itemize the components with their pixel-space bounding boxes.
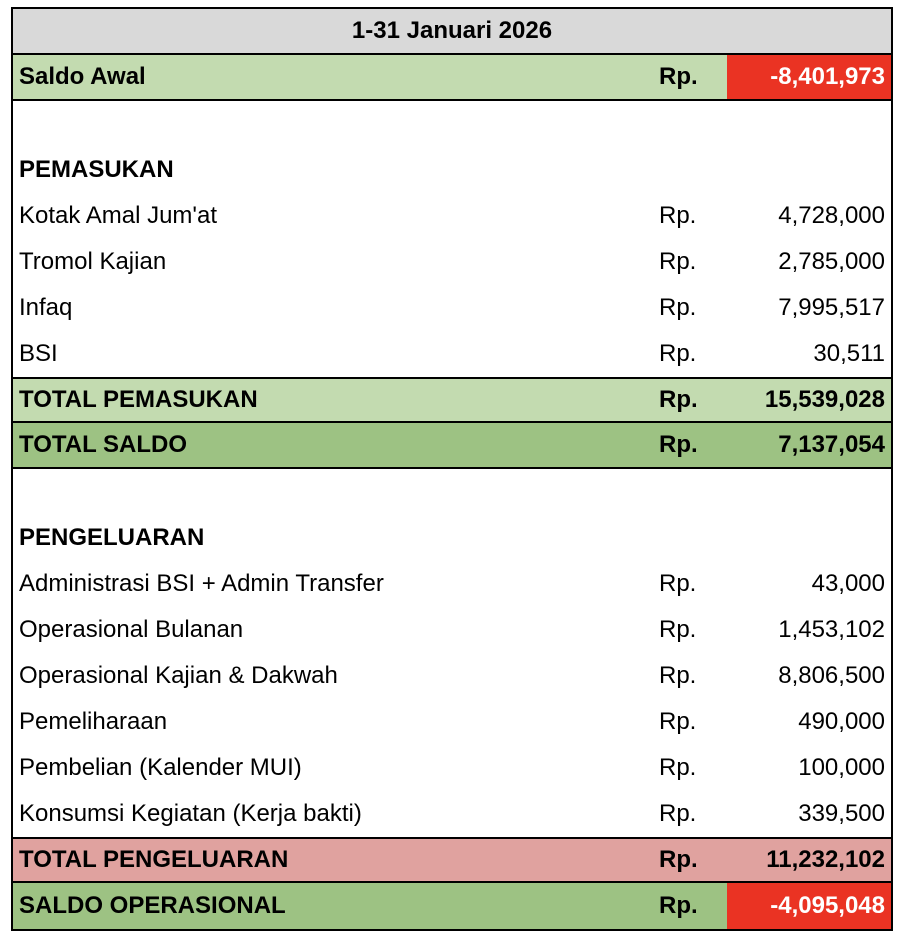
income-item-row — [13, 285, 891, 331]
expense-item-row — [13, 791, 891, 837]
operational-balance-amount: -4,095,048 — [727, 883, 891, 929]
expense-item-label: Administrasi BSI + Admin Transfer — [19, 570, 384, 597]
currency-label: Rp. — [659, 570, 697, 597]
currency-label: Rp. — [659, 202, 697, 229]
expense-heading: PENGELUARAN — [19, 524, 205, 551]
expense-item-label: Operasional Kajian & Dakwah — [19, 662, 338, 689]
total-income-amount: 15,539,028 — [764, 386, 885, 413]
currency-label: Rp. — [659, 431, 698, 458]
opening-balance-label: Saldo Awal — [19, 63, 146, 90]
income-item-row — [13, 193, 891, 239]
expense-item-row — [13, 653, 891, 699]
total-income-row — [13, 377, 891, 423]
expense-item-amount: 43,000 — [811, 570, 885, 597]
financial-report-table — [11, 7, 893, 931]
currency-label: Rp. — [659, 63, 698, 90]
income-item-label: Infaq — [19, 294, 73, 321]
total-expense-row — [13, 837, 891, 883]
currency-label: Rp. — [659, 340, 697, 367]
currency-label: Rp. — [659, 892, 698, 919]
expense-item-label: Konsumsi Kegiatan (Kerja bakti) — [19, 800, 362, 827]
expense-item-label: Pemeliharaan — [19, 708, 168, 735]
total-balance-label: TOTAL SALDO — [19, 431, 187, 458]
currency-label: Rp. — [659, 386, 698, 413]
expense-item-amount: 8,806,500 — [778, 662, 885, 689]
currency-label: Rp. — [659, 846, 698, 873]
expense-item-amount: 490,000 — [798, 708, 885, 735]
operational-balance-label: SALDO OPERASIONAL — [19, 892, 286, 919]
opening-balance-row — [13, 55, 891, 101]
total-expense-label: TOTAL PENGELUARAN — [19, 846, 289, 873]
expense-item-amount: 339,500 — [798, 800, 885, 827]
income-item-amount: 2,785,000 — [778, 248, 885, 275]
expense-item-row — [13, 607, 891, 653]
report-title — [13, 9, 891, 55]
total-income-label: TOTAL PEMASUKAN — [19, 386, 258, 413]
expense-item-row — [13, 699, 891, 745]
income-item-amount: 4,728,000 — [778, 202, 885, 229]
currency-label: Rp. — [659, 616, 697, 643]
currency-label: Rp. — [659, 800, 697, 827]
total-balance-row — [13, 423, 891, 469]
opening-balance-amount: -8,401,973 — [727, 55, 891, 99]
income-item-amount: 30,511 — [813, 340, 885, 367]
total-expense-amount: 11,232,102 — [766, 846, 885, 873]
expense-item-amount: 100,000 — [798, 754, 885, 781]
total-balance-amount: 7,137,054 — [778, 431, 885, 458]
currency-label: Rp. — [659, 294, 697, 321]
income-item-amount: 7,995,517 — [778, 294, 885, 321]
income-item-row — [13, 331, 891, 377]
operational-balance-row — [13, 883, 891, 929]
currency-label: Rp. — [659, 754, 697, 781]
currency-label: Rp. — [659, 662, 697, 689]
expense-heading-row — [13, 515, 891, 561]
empty-row — [13, 101, 891, 147]
expense-item-row — [13, 745, 891, 791]
income-item-label: Tromol Kajian — [19, 248, 167, 275]
income-heading-row — [13, 147, 891, 193]
expense-item-row — [13, 561, 891, 607]
income-heading: PEMASUKAN — [19, 156, 174, 183]
income-item-label: Kotak Amal Jum'at — [19, 202, 217, 229]
currency-label: Rp. — [659, 708, 697, 735]
currency-label: Rp. — [659, 248, 697, 275]
income-item-row — [13, 239, 891, 285]
report-period: 1-31 Januari 2026 — [351, 17, 553, 44]
expense-item-amount: 1,453,102 — [778, 616, 885, 643]
expense-item-label: Pembelian (Kalender MUI) — [19, 754, 302, 781]
expense-item-label: Operasional Bulanan — [19, 616, 244, 643]
empty-row — [13, 469, 891, 515]
income-item-label: BSI — [19, 340, 58, 367]
